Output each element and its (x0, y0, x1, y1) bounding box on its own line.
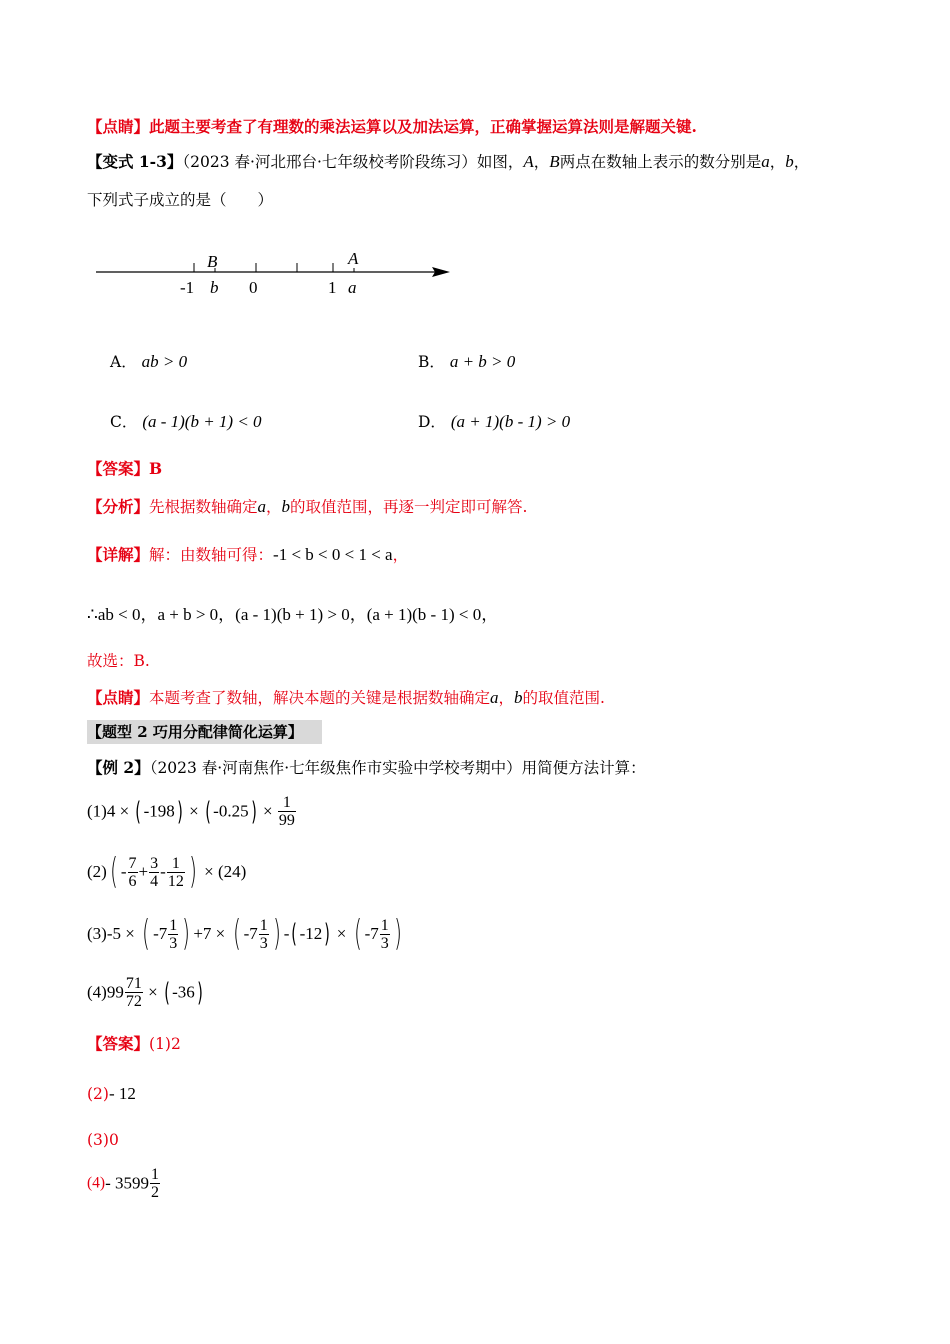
problem-label: (3) (87, 924, 107, 943)
key-point-2 (87, 686, 605, 710)
answer-tag: 【答案】 (87, 1034, 150, 1053)
label-minus-1: -1 (180, 278, 195, 297)
example-2 (87, 756, 646, 780)
numerator: 1 (151, 1166, 159, 1183)
fraction (125, 975, 143, 1010)
answer-value: - 3599 (105, 1173, 149, 1193)
expr-part: × (258, 801, 277, 821)
expr-part: -36 (172, 982, 195, 1002)
expr-part: × (199, 862, 218, 881)
fraction (149, 855, 159, 890)
answer-label: (2) (87, 1085, 109, 1103)
expr-part: -5 × (106, 924, 140, 943)
paren-open: ( (291, 919, 298, 949)
answer-value: 0 (108, 1131, 119, 1149)
numerator: 3 (150, 854, 159, 872)
sep: ， (533, 153, 550, 171)
var-a: a (257, 497, 267, 516)
expr-part: -12 (299, 924, 323, 943)
answer-2-2 (87, 1082, 136, 1106)
whole-part: -7 (153, 924, 168, 943)
answer-tag: 【答案】 (87, 459, 150, 478)
problem-label: (2) (87, 862, 107, 881)
label-b: b (210, 278, 219, 297)
paren-open: ( (142, 913, 150, 954)
answer-label: (1) (149, 1035, 171, 1053)
key-point-text: 此题主要考查了有理数的乘法运算以及加法运算，正确掌握运算法则是解题关键. (149, 117, 697, 136)
minus: - (120, 862, 127, 881)
paren-open: ( (109, 851, 118, 892)
expr-part: -0.25 (213, 801, 249, 821)
fraction (150, 1166, 160, 1201)
paren-open: ( (205, 796, 211, 827)
problem-label: (1) (87, 801, 107, 821)
sep: ， (769, 153, 786, 171)
denominator: 99 (278, 812, 295, 829)
answer-value: B (149, 459, 163, 478)
variant-mid: 两点在数轴上表示的数分别是 (559, 153, 762, 171)
number-line-figure (90, 248, 460, 300)
denominator: 6 (128, 872, 137, 890)
option-d[interactable] (418, 410, 570, 434)
point-a-name: A (523, 152, 534, 171)
var-a: a (490, 688, 499, 707)
variant-source: （2023 春·河北邢台·七年级校考阶段练习）如图， (182, 153, 524, 171)
problem-2 (87, 852, 246, 892)
fraction (128, 855, 138, 890)
numerator: 1 (167, 855, 185, 873)
detail-expr: -1 < b < 0 < 1 < a (273, 545, 393, 564)
answer-label: (4) (87, 1174, 106, 1192)
answer-2-3 (87, 1128, 119, 1152)
answer-2-1 (87, 1032, 181, 1056)
paren-close: ) (240, 862, 247, 881)
analysis-post: 的取值范围，再逐一判定即可解答. (290, 498, 528, 516)
label-0: 0 (249, 278, 258, 297)
answer-value: 2 (170, 1035, 181, 1053)
label-B: B (207, 252, 218, 271)
analysis (87, 495, 527, 519)
numerator: 71 (125, 975, 142, 992)
whole-part: -7 (364, 924, 379, 943)
paren-open: ( (232, 913, 241, 954)
analysis-pre: 先根据数轴确定 (149, 498, 258, 516)
expr-part: × (332, 924, 351, 943)
numerator: 1 (169, 916, 178, 934)
paren-close: ) (197, 977, 203, 1008)
expr-part: 4 × (106, 801, 134, 821)
paren-close: ) (324, 919, 331, 949)
variant-tag: 【变式 1-3】 (87, 152, 183, 171)
detail (87, 543, 408, 567)
option-letter: D． (418, 413, 446, 431)
paren-open: ( (164, 977, 170, 1008)
option-b[interactable] (418, 350, 515, 374)
option-a[interactable] (110, 350, 187, 374)
paren-close: ) (272, 913, 281, 954)
denominator: 4 (150, 872, 159, 890)
paren-close: ) (188, 851, 197, 892)
problem-1 (87, 794, 297, 829)
denominator: 3 (380, 934, 389, 952)
var-b: b (281, 497, 291, 516)
numerator: 1 (380, 916, 389, 934)
expr-part: × (184, 801, 203, 821)
answer-label: (3) (87, 1131, 109, 1149)
example-text: （2023 春·河南焦作·七年级焦作市实验中学校考期中）用简便方法计算： (149, 759, 646, 777)
key-point-post: 的取值范围. (522, 689, 605, 707)
option-c[interactable] (110, 410, 262, 434)
choose-line: 故选：B. (87, 652, 150, 670)
problem-label: (4) (87, 982, 107, 1002)
sep: ， (498, 689, 515, 707)
paren-close: ) (177, 796, 183, 827)
option-letter: A． (110, 353, 137, 371)
var-b: b (785, 152, 794, 171)
denominator: 12 (167, 872, 184, 890)
whole-part: 99 (106, 982, 124, 1002)
answer-2-4 (87, 1166, 161, 1201)
denominator: 2 (151, 1184, 159, 1201)
label-1: 1 (328, 278, 337, 297)
therefore-line: ∴ab < 0，a + b > 0，(a - 1)(b + 1) > 0，(a + 1)(b - 1) < 0， (87, 605, 499, 624)
analysis-tag: 【分析】 (87, 497, 150, 516)
fraction (259, 917, 269, 952)
option-expr: (a + 1)(b - 1) > 0 (450, 412, 571, 431)
paren-open: ( (135, 796, 142, 827)
option-expr: ab > 0 (141, 352, 188, 371)
key-point-pre: 本题考查了数轴，解决本题的关键是根据数轴确定 (149, 689, 491, 707)
key-point-tag: 【点睛】 (87, 117, 150, 136)
problem-3 (87, 914, 405, 954)
fraction (167, 855, 185, 890)
option-expr: (a - 1)(b + 1) < 0 (142, 412, 262, 431)
option-letter: C． (110, 413, 138, 431)
minus: - (160, 862, 166, 881)
option-expr: a + b > 0 (449, 352, 516, 371)
denominator: 3 (169, 934, 178, 952)
denominator: 72 (125, 993, 142, 1010)
sep: ， (392, 546, 409, 564)
label-a: a (348, 278, 357, 297)
expr-part: -198 (143, 801, 175, 821)
label-A: A (348, 249, 359, 268)
expr-part: × (143, 982, 162, 1002)
plus: + (138, 862, 149, 881)
point-b-name: B (549, 152, 560, 171)
numerator: 1 (278, 794, 296, 812)
fraction (168, 917, 178, 952)
paren-open: ( (353, 913, 362, 954)
paren-close: ) (182, 913, 191, 954)
var-b: b (514, 688, 523, 707)
paren-close: ) (250, 796, 257, 827)
expr-part: 24 (223, 862, 241, 881)
whole-part: -7 (243, 924, 258, 943)
variant-question (87, 150, 809, 174)
sep: ， (266, 498, 282, 516)
sep: ， (793, 153, 810, 171)
var-a: a (761, 152, 770, 171)
key-point-tag: 【点睛】 (87, 688, 150, 707)
numerator: 1 (259, 916, 268, 934)
paren-close: ) (393, 913, 402, 954)
numerator: 7 (128, 854, 137, 872)
fraction (380, 917, 390, 952)
example-tag: 【例 2】 (87, 758, 150, 777)
paren-open: ( (217, 862, 224, 881)
answer-value: - 12 (108, 1084, 136, 1103)
key-point-1 (87, 115, 697, 139)
option-letter: B． (418, 353, 445, 371)
fraction (278, 794, 296, 829)
variant-question-line2: 下列式子成立的是（ ） (87, 191, 274, 209)
expr-part: - (283, 924, 290, 943)
denominator: 3 (259, 934, 268, 952)
problem-4 (87, 975, 205, 1010)
section-heading: 【题型 2 巧用分配律简化运算】 (87, 720, 322, 744)
detail-pre: 解：由数轴可得： (149, 546, 274, 564)
expr-part: +7 × (193, 924, 230, 943)
answer-1 (87, 457, 162, 481)
detail-tag: 【详解】 (87, 545, 150, 564)
